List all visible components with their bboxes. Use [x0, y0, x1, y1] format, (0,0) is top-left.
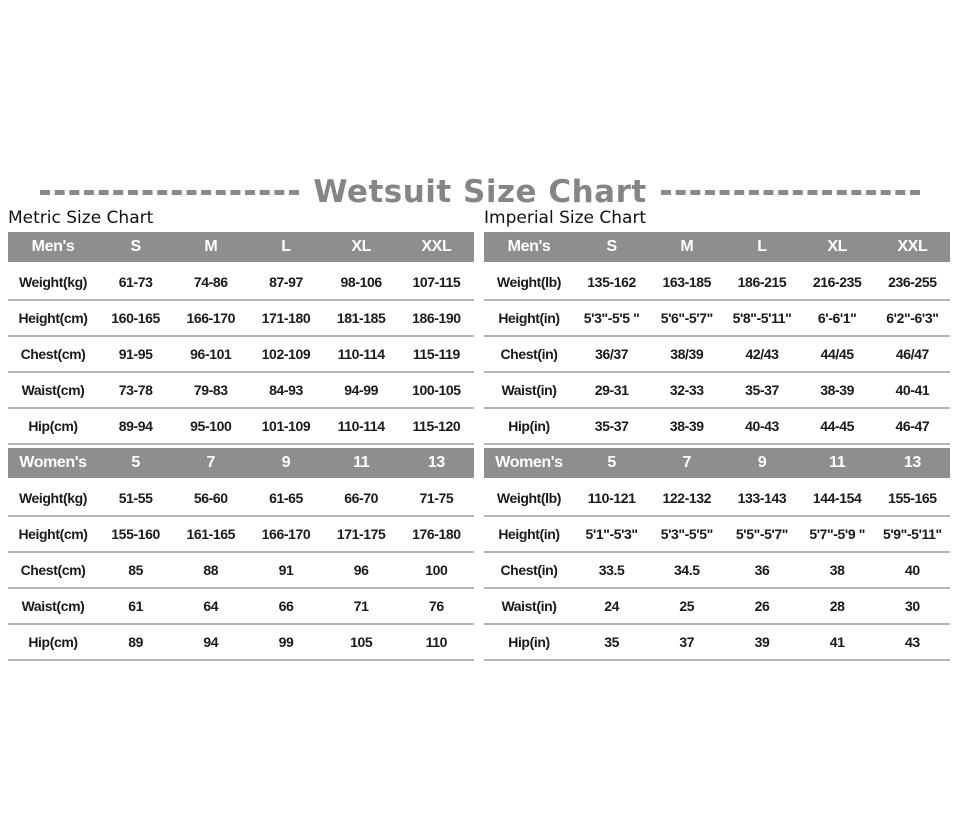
metric-label: Metric Size Chart [8, 208, 154, 228]
header-size: L [724, 232, 799, 264]
header-size: XL [800, 232, 875, 264]
size-value: 40-43 [724, 408, 799, 444]
size-value: 155-165 [875, 480, 950, 517]
table-row [484, 516, 950, 552]
table-row [484, 264, 950, 301]
imperial-label: Imperial Size Chart [484, 208, 647, 228]
size-value: 66 [248, 588, 323, 624]
header-size: 11 [324, 448, 399, 480]
size-value: 110 [399, 624, 474, 660]
size-value: 35 [574, 624, 649, 660]
size-table [484, 448, 950, 661]
header-size: 9 [248, 448, 323, 480]
size-value: 91 [248, 552, 323, 588]
row-label: Chest(cm) [8, 336, 98, 372]
size-value: 216-235 [800, 264, 875, 301]
size-value: 44/45 [800, 336, 875, 372]
metric-womens-table [8, 448, 474, 661]
size-value: 38-39 [649, 408, 724, 444]
header-group-label: Men's [484, 232, 574, 264]
table-header-row [8, 232, 474, 264]
row-label: Weight(lb) [484, 480, 574, 517]
size-value: 236-255 [875, 264, 950, 301]
table-row [484, 480, 950, 517]
header-size: S [98, 232, 173, 264]
header-group-label: Women's [8, 448, 98, 480]
size-value: 160-165 [98, 300, 173, 336]
table-header-row [484, 448, 950, 480]
size-value: 5'9"-5'11" [875, 516, 950, 552]
size-value: 181-185 [324, 300, 399, 336]
size-value: 42/43 [724, 336, 799, 372]
size-value: 135-162 [574, 264, 649, 301]
header-size: 13 [875, 448, 950, 480]
size-value: 25 [649, 588, 724, 624]
header-size: 5 [98, 448, 173, 480]
row-label: Waist(in) [484, 372, 574, 408]
size-value: 161-165 [173, 516, 248, 552]
table-row [484, 552, 950, 588]
table-row [8, 516, 474, 552]
size-value: 56-60 [173, 480, 248, 517]
row-label: Hip(cm) [8, 624, 98, 660]
size-value: 95-100 [173, 408, 248, 444]
size-value: 5'7"-5'9 " [800, 516, 875, 552]
size-value: 71-75 [399, 480, 474, 517]
size-value: 110-121 [574, 480, 649, 517]
size-value: 46/47 [875, 336, 950, 372]
size-value: 99 [248, 624, 323, 660]
header-size: 5 [574, 448, 649, 480]
row-label: Height(in) [484, 516, 574, 552]
size-value: 28 [800, 588, 875, 624]
size-value: 155-160 [98, 516, 173, 552]
size-value: 36 [724, 552, 799, 588]
size-value: 73-78 [98, 372, 173, 408]
size-value: 163-185 [649, 264, 724, 301]
chart-title: Wetsuit Size Chart [313, 174, 647, 210]
header-size: XXL [875, 232, 950, 264]
size-value: 186-215 [724, 264, 799, 301]
table-row [484, 624, 950, 660]
row-label: Chest(in) [484, 552, 574, 588]
size-value: 51-55 [98, 480, 173, 517]
size-value: 5'1"-5'3" [574, 516, 649, 552]
size-value: 38/39 [649, 336, 724, 372]
size-value: 34.5 [649, 552, 724, 588]
size-value: 26 [724, 588, 799, 624]
size-table [8, 448, 474, 661]
size-value: 74-86 [173, 264, 248, 301]
size-value: 176-180 [399, 516, 474, 552]
size-table [484, 232, 950, 445]
size-value: 79-83 [173, 372, 248, 408]
table-header-row [8, 448, 474, 480]
header-size: 11 [800, 448, 875, 480]
header-size: 13 [399, 448, 474, 480]
size-value: 61-73 [98, 264, 173, 301]
size-value: 171-175 [324, 516, 399, 552]
size-value: 186-190 [399, 300, 474, 336]
table-row [484, 336, 950, 372]
size-value: 96 [324, 552, 399, 588]
size-value: 64 [173, 588, 248, 624]
imperial-mens-table [484, 232, 950, 445]
size-value: 5'3"-5'5" [649, 516, 724, 552]
table-row [484, 408, 950, 444]
row-label: Height(cm) [8, 516, 98, 552]
header-size: M [173, 232, 248, 264]
size-value: 144-154 [800, 480, 875, 517]
size-value: 110-114 [324, 408, 399, 444]
size-value: 5'8"-5'11" [724, 300, 799, 336]
size-value: 96-101 [173, 336, 248, 372]
size-value: 71 [324, 588, 399, 624]
header-size: M [649, 232, 724, 264]
size-value: 110-114 [324, 336, 399, 372]
header-size: S [574, 232, 649, 264]
header-group-label: Men's [8, 232, 98, 264]
header-size: XXL [399, 232, 474, 264]
table-row [8, 408, 474, 444]
table-row [484, 300, 950, 336]
size-value: 94-99 [324, 372, 399, 408]
row-label: Weight(lb) [484, 264, 574, 301]
metric-mens-table [8, 232, 474, 445]
size-value: 88 [173, 552, 248, 588]
size-value: 133-143 [724, 480, 799, 517]
size-value: 115-119 [399, 336, 474, 372]
header-size: 7 [649, 448, 724, 480]
row-label: Chest(cm) [8, 552, 98, 588]
size-value: 33.5 [574, 552, 649, 588]
size-value: 35-37 [724, 372, 799, 408]
size-value: 84-93 [248, 372, 323, 408]
size-value: 6'-6'1" [800, 300, 875, 336]
title-dash-right [661, 190, 920, 195]
size-value: 66-70 [324, 480, 399, 517]
size-value: 32-33 [649, 372, 724, 408]
size-table [8, 232, 474, 445]
row-label: Hip(in) [484, 624, 574, 660]
row-label: Waist(cm) [8, 372, 98, 408]
header-size: 9 [724, 448, 799, 480]
header-size: L [248, 232, 323, 264]
size-value: 107-115 [399, 264, 474, 301]
size-value: 166-170 [248, 516, 323, 552]
table-row [8, 264, 474, 301]
table-row [484, 588, 950, 624]
size-value: 43 [875, 624, 950, 660]
size-value: 6'2"-6'3" [875, 300, 950, 336]
title-row [40, 172, 920, 212]
row-label: Weight(kg) [8, 480, 98, 517]
size-value: 85 [98, 552, 173, 588]
header-group-label: Women's [484, 448, 574, 480]
table-header-row [484, 232, 950, 264]
size-value: 29-31 [574, 372, 649, 408]
row-label: Height(cm) [8, 300, 98, 336]
size-value: 36/37 [574, 336, 649, 372]
size-value: 76 [399, 588, 474, 624]
imperial-womens-table [484, 448, 950, 661]
size-value: 5'6"-5'7" [649, 300, 724, 336]
table-row [8, 300, 474, 336]
size-value: 100-105 [399, 372, 474, 408]
table-row [484, 372, 950, 408]
table-row [8, 588, 474, 624]
size-value: 24 [574, 588, 649, 624]
row-label: Hip(in) [484, 408, 574, 444]
table-row [8, 372, 474, 408]
row-label: Waist(in) [484, 588, 574, 624]
row-label: Height(in) [484, 300, 574, 336]
size-value: 94 [173, 624, 248, 660]
size-value: 171-180 [248, 300, 323, 336]
size-value: 38 [800, 552, 875, 588]
size-value: 115-120 [399, 408, 474, 444]
size-value: 87-97 [248, 264, 323, 301]
size-value: 105 [324, 624, 399, 660]
size-value: 41 [800, 624, 875, 660]
table-row [8, 552, 474, 588]
size-value: 39 [724, 624, 799, 660]
size-value: 101-109 [248, 408, 323, 444]
size-value: 40-41 [875, 372, 950, 408]
header-size: 7 [173, 448, 248, 480]
size-value: 46-47 [875, 408, 950, 444]
row-label: Waist(cm) [8, 588, 98, 624]
row-label: Chest(in) [484, 336, 574, 372]
size-value: 102-109 [248, 336, 323, 372]
row-label: Hip(cm) [8, 408, 98, 444]
size-value: 98-106 [324, 264, 399, 301]
row-label: Weight(kg) [8, 264, 98, 301]
table-row [8, 624, 474, 660]
table-row [8, 480, 474, 517]
title-dash-left [40, 190, 299, 195]
table-row [8, 336, 474, 372]
size-value: 5'3"-5'5 " [574, 300, 649, 336]
size-value: 89-94 [98, 408, 173, 444]
size-value: 35-37 [574, 408, 649, 444]
size-value: 61-65 [248, 480, 323, 517]
size-value: 91-95 [98, 336, 173, 372]
size-value: 44-45 [800, 408, 875, 444]
size-value: 37 [649, 624, 724, 660]
size-value: 30 [875, 588, 950, 624]
size-value: 40 [875, 552, 950, 588]
size-value: 100 [399, 552, 474, 588]
size-value: 38-39 [800, 372, 875, 408]
size-value: 166-170 [173, 300, 248, 336]
size-value: 61 [98, 588, 173, 624]
header-size: XL [324, 232, 399, 264]
size-value: 122-132 [649, 480, 724, 517]
size-value: 89 [98, 624, 173, 660]
size-value: 5'5"-5'7" [724, 516, 799, 552]
